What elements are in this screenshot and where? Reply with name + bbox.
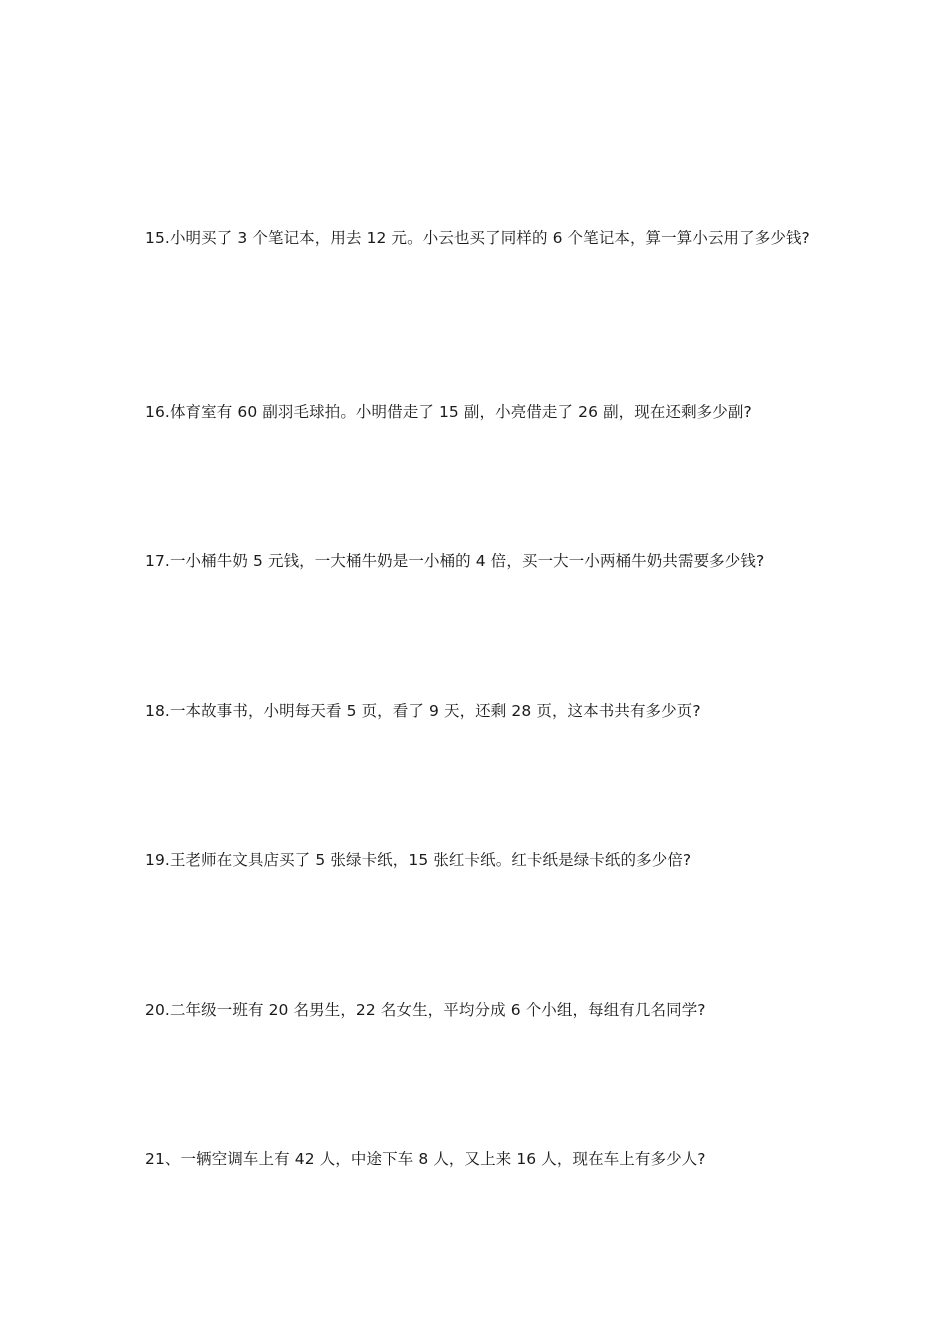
question-21: 21、一辆空调车上有 42 人，中途下车 8 人，又上来 16 人，现在车上有多少人? bbox=[145, 1150, 706, 1168]
question-18: 18.一本故事书，小明每天看 5 页，看了 9 天，还剩 28 页，这本书共有多少页? bbox=[145, 702, 701, 720]
question-17: 17.一小桶牛奶 5 元钱，一大桶牛奶是一小桶的 4 倍，买一大一小两桶牛奶共需要多少钱? bbox=[145, 552, 765, 570]
question-20: 20.二年级一班有 20 名男生，22 名女生，平均分成 6 个小组，每组有几名同学? bbox=[145, 1001, 706, 1019]
question-15: 15.小明买了 3 个笔记本，用去 12 元。小云也买了同样的 6 个笔记本，算一算小云用了多少钱? bbox=[145, 229, 810, 247]
question-16: 16.体育室有 60 副羽毛球拍。小明借走了 15 副，小亮借走了 26 副，现在还剩多少副? bbox=[145, 403, 752, 421]
question-19: 19.王老师在文具店买了 5 张绿卡纸，15 张红卡纸。红卡纸是绿卡纸的多少倍? bbox=[145, 851, 692, 869]
